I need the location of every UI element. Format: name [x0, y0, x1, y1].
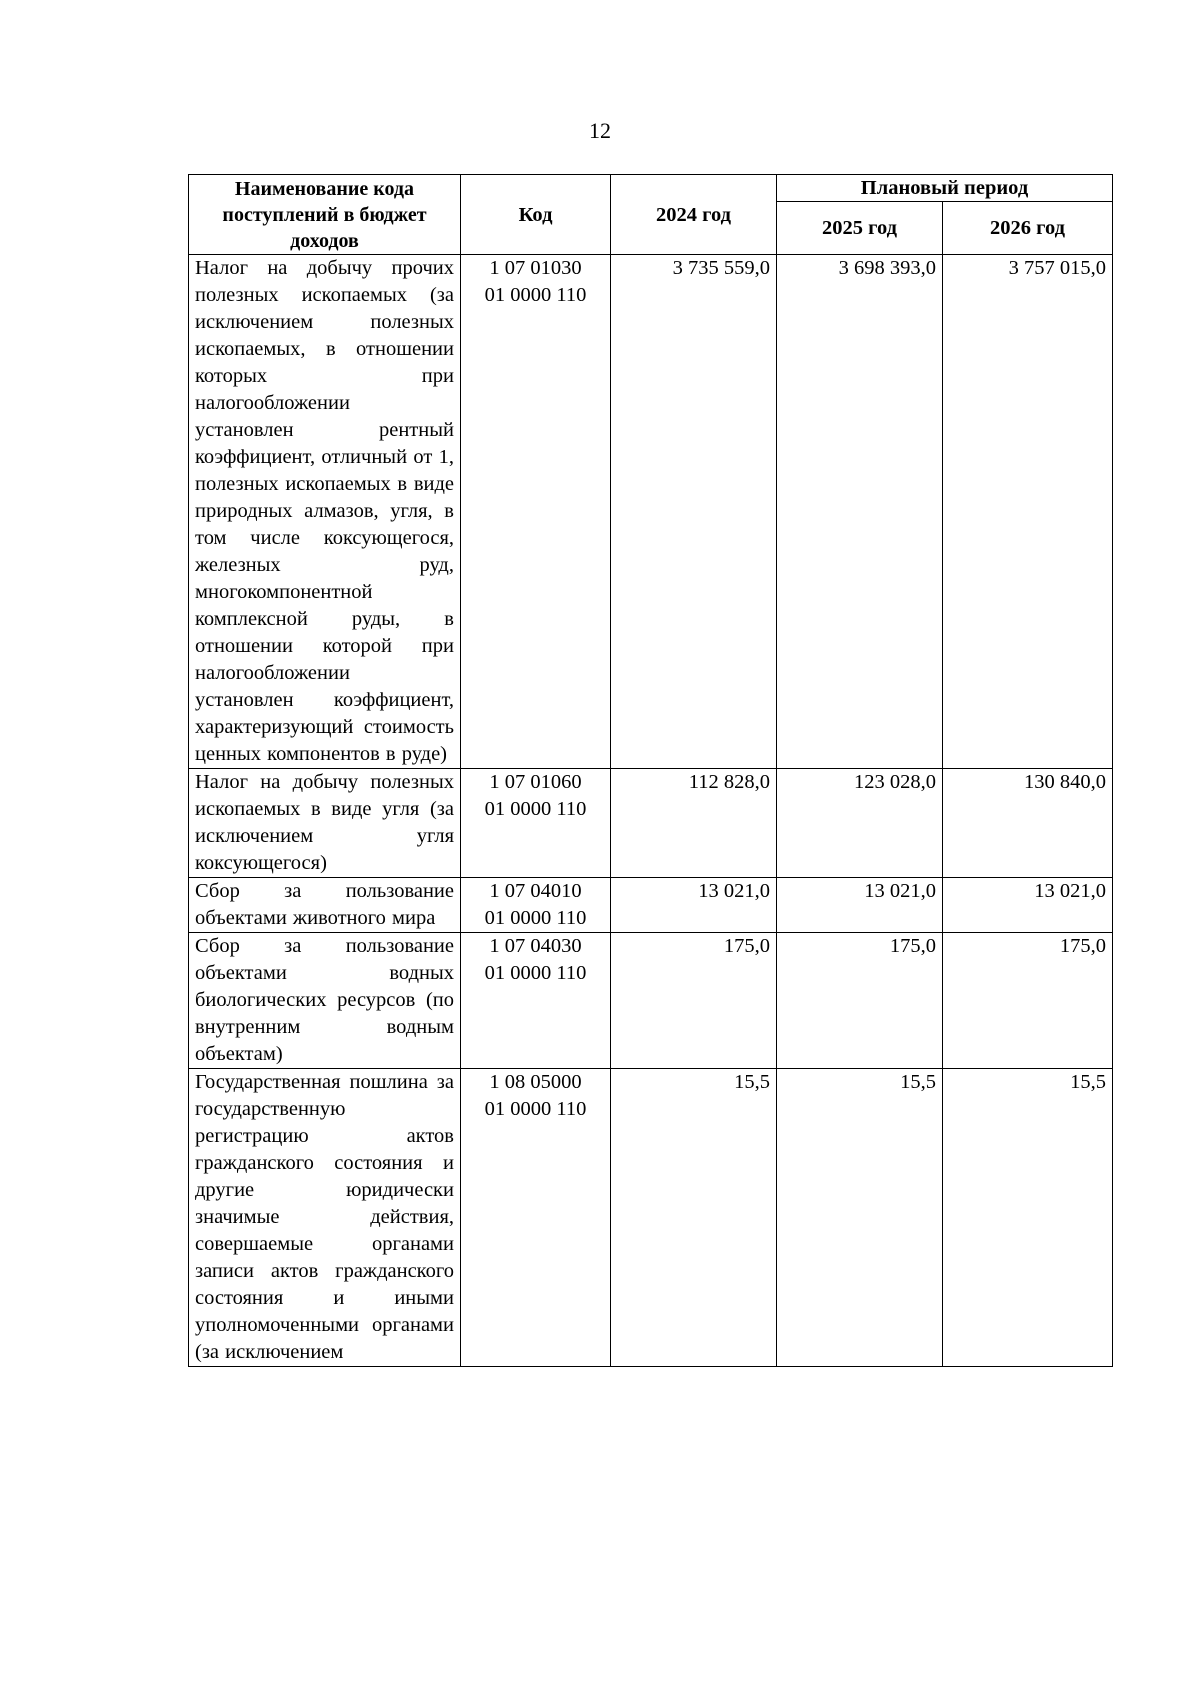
row-value-2025: 15,5 [777, 1069, 943, 1367]
row-value-2025: 13 021,0 [777, 878, 943, 933]
header-code: Код [461, 175, 611, 255]
row-name: Налог на добычу прочих полезных ископаемых (за исключением полезных ископаемых, в отношении которых при налогообложении установлен рентный коэффициент, отличный от 1, полезных ископаемых в виде природных алмазов, угля, в том числе коксующегося, железных руд, многокомпонентной комплексной руды, в отношении которой при налогообложении установлен коэффициент, характеризующий стоимость ценных компонентов в руде) [189, 255, 461, 769]
row-value-2025: 3 698 393,0 [777, 255, 943, 769]
row-value-2024: 112 828,0 [611, 769, 777, 878]
row-value-2024: 175,0 [611, 933, 777, 1069]
table-row [189, 933, 1113, 1069]
row-value-2026: 13 021,0 [943, 878, 1113, 933]
row-name: Сбор за пользование объектами животного мира [189, 878, 461, 933]
row-value-2024: 15,5 [611, 1069, 777, 1367]
row-value-2026: 175,0 [943, 933, 1113, 1069]
header-2025: 2025 год [777, 202, 943, 255]
row-value-2025: 175,0 [777, 933, 943, 1069]
table-header [189, 175, 1113, 255]
header-name: Наименование кода поступлений в бюджет доходов [189, 175, 461, 255]
row-name: Государственная пошлина за государственную регистрацию актов гражданского состояния и другие юридически значимые действия, совершаемые органами записи актов гражданского состояния и иными уполномоченными органами (за исключением [189, 1069, 461, 1367]
row-code: 1 07 01060 01 0000 110 [461, 769, 611, 878]
page-number: 12 [589, 118, 611, 143]
row-code: 1 07 04010 01 0000 110 [461, 878, 611, 933]
table-row [189, 1069, 1113, 1367]
header-planned-period: Плановый период [777, 175, 1113, 202]
row-name: Сбор за пользование объектами водных биологических ресурсов (по внутренним водным объектам) [189, 933, 461, 1069]
row-value-2024: 13 021,0 [611, 878, 777, 933]
table-row [189, 255, 1113, 769]
revenue-table [188, 174, 1113, 1367]
row-value-2026: 3 757 015,0 [943, 255, 1113, 769]
row-value-2025: 123 028,0 [777, 769, 943, 878]
row-code: 1 07 01030 01 0000 110 [461, 255, 611, 769]
table-row [189, 878, 1113, 933]
row-code: 1 07 04030 01 0000 110 [461, 933, 611, 1069]
row-value-2026: 130 840,0 [943, 769, 1113, 878]
row-name: Налог на добычу полезных ископаемых в виде угля (за исключением угля коксующегося) [189, 769, 461, 878]
row-code: 1 08 05000 01 0000 110 [461, 1069, 611, 1367]
table-row [189, 769, 1113, 878]
row-value-2026: 15,5 [943, 1069, 1113, 1367]
header-2024: 2024 год [611, 175, 777, 255]
header-2026: 2026 год [943, 202, 1113, 255]
row-value-2024: 3 735 559,0 [611, 255, 777, 769]
table-body [189, 255, 1113, 1367]
